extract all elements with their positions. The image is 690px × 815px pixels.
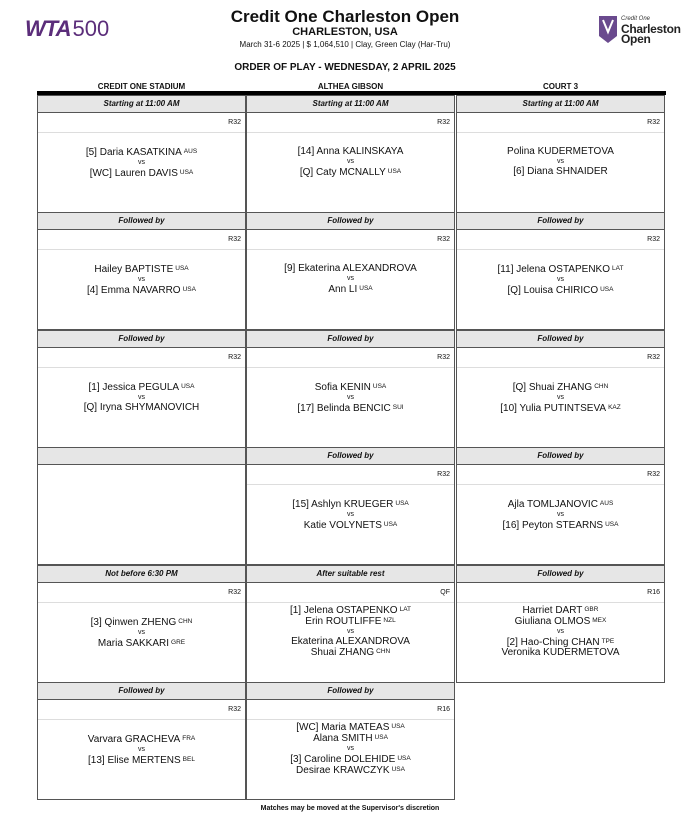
player-line: [247, 147, 454, 157]
player-line: [457, 167, 664, 177]
player-line: [457, 264, 664, 275]
player-line: [247, 499, 454, 510]
vs-label: vs: [347, 628, 354, 635]
match-slot: [37, 565, 246, 683]
player-country: USA: [397, 755, 411, 762]
player-country: USA: [359, 285, 373, 292]
co-line3: Open: [621, 32, 651, 46]
player-line: [247, 722, 454, 733]
slot-time-band: After suitable rest: [247, 566, 454, 583]
player-line: [38, 734, 245, 745]
round-label: R32: [38, 700, 245, 720]
player-country: CHN: [376, 648, 391, 655]
player-country: USA: [374, 734, 388, 741]
player-country: USA: [179, 169, 194, 176]
match: [247, 133, 454, 178]
player-name: Harriet DART: [522, 605, 583, 616]
match: [457, 485, 664, 531]
slot-time-band: Followed by: [457, 331, 664, 348]
player-line: [457, 520, 664, 531]
slot-time-band: Not before 6:30 PM: [38, 566, 245, 583]
player-name: [15] Ashlyn KRUEGER: [292, 499, 394, 510]
court-heading-1: CREDIT ONE STADIUM: [97, 82, 186, 91]
player-name: [10] Yulia PUTINTSEVA: [500, 403, 607, 414]
slot-time-band: Starting at 11:00 AM: [247, 96, 454, 113]
player-line: [457, 499, 664, 510]
match-slot: [246, 447, 455, 565]
slot-time-band: Followed by: [457, 566, 664, 583]
match-slot: [456, 330, 665, 448]
match-slot: [246, 330, 455, 448]
vs-label: vs: [347, 511, 354, 518]
player-country: CHN: [178, 618, 193, 625]
vs-label: vs: [347, 394, 354, 401]
player-country: NZL: [383, 617, 396, 624]
player-name: Polina KUDERMETOVA: [507, 146, 614, 157]
vs-label: vs: [138, 394, 145, 401]
vs-label: vs: [347, 745, 354, 752]
tournament-location: CHARLESTON, USA: [292, 26, 398, 38]
player-line: [457, 605, 664, 616]
player-line: [247, 765, 454, 776]
slot-time-band: Followed by: [38, 683, 245, 700]
round-label: R32: [247, 465, 454, 485]
player-line: [247, 647, 454, 658]
court-heading-2: ALTHEA GIBSON: [317, 82, 384, 91]
player-country: USA: [383, 521, 398, 528]
player-line: [457, 147, 664, 157]
player-country: CHN: [594, 383, 609, 390]
slot-time-band: Followed by: [38, 331, 245, 348]
player-country: SUI: [392, 404, 404, 411]
player-name: [2] Hao-Ching CHAN: [506, 637, 600, 648]
player-country: AUS: [183, 148, 198, 155]
slot-time-band: Starting at 11:00 AM: [38, 96, 245, 113]
player-name: Katie VOLYNETS: [303, 520, 382, 531]
player-country: KAZ: [608, 404, 621, 411]
player-name: [3] Caroline DOLEHIDE: [290, 754, 396, 765]
slot-time-band: Starting at 11:00 AM: [457, 96, 664, 113]
player-name: [1] Jessica PEGULA: [88, 382, 180, 393]
round-label: R32: [457, 465, 664, 485]
vs-label: vs: [138, 629, 145, 636]
slot-time-band: [38, 448, 245, 465]
footer-note: Matches may be moved at the Supervisor's discretion: [260, 805, 440, 812]
slot-time-band: Followed by: [38, 213, 245, 230]
match: [38, 133, 245, 179]
slot-time-band: Followed by: [247, 213, 454, 230]
match: [457, 133, 664, 177]
player-name: [4] Emma NAVARRO: [87, 285, 181, 296]
match-slot: [456, 565, 665, 683]
player-line: [457, 382, 664, 393]
player-name: Giuliana OLMOS: [514, 616, 591, 627]
vs-label: vs: [557, 511, 564, 518]
match-slot: [37, 212, 246, 330]
player-country: LAT: [612, 265, 624, 272]
match-slot: [456, 447, 665, 565]
court-heading-3: COURT 3: [542, 82, 579, 91]
player-line: [247, 605, 454, 616]
player-name: [3] Qinwen ZHENG: [90, 617, 177, 628]
match: [247, 368, 454, 414]
match-slot: [37, 95, 246, 213]
player-line: [247, 733, 454, 744]
player-line: [38, 168, 245, 179]
match: [247, 603, 454, 658]
vs-label: vs: [138, 276, 145, 283]
player-line: [38, 147, 245, 158]
player-name: Alana SMITH: [313, 733, 373, 744]
order-of-play-heading: ORDER OF PLAY - WEDNESDAY, 2 APRIL 2025: [234, 62, 456, 73]
match: [38, 250, 245, 296]
player-line: [247, 637, 454, 647]
co-line2: Charleston: [621, 22, 681, 36]
player-name: [17] Belinda BENCIC: [297, 403, 391, 414]
player-line: [38, 285, 245, 296]
player-line: [247, 520, 454, 531]
vs-label: vs: [557, 158, 564, 165]
slot-time-band: Followed by: [247, 683, 454, 700]
round-label: R32: [38, 230, 245, 250]
player-country: BEL: [182, 756, 195, 763]
round-label: R32: [457, 113, 664, 133]
wta-tier-text: 500: [72, 16, 110, 41]
slot-time-band: Followed by: [247, 448, 454, 465]
player-line: [247, 616, 454, 627]
player-line: [247, 382, 454, 393]
round-label: R32: [38, 113, 245, 133]
round-label: R32: [247, 113, 454, 133]
match-slot: [37, 447, 246, 565]
tournament-title: Credit One Charleston Open: [230, 7, 460, 26]
player-name: [1] Jelena OSTAPENKO: [289, 605, 398, 616]
player-country: TPE: [601, 638, 615, 645]
match-slot: [456, 95, 665, 213]
match-slot: [246, 682, 455, 800]
match: [457, 603, 664, 658]
player-name: [14] Anna KALINSKAYA: [297, 146, 404, 157]
player-name: [Q] Louisa CHIRICO: [507, 285, 599, 296]
player-line: [247, 284, 454, 295]
round-label: QF: [247, 583, 454, 603]
player-name: [16] Peyton STEARNS: [502, 520, 604, 531]
player-country: AUS: [599, 500, 614, 507]
vs-label: vs: [138, 746, 145, 753]
round-label: R32: [457, 230, 664, 250]
player-name: [6] Diana SHNAIDER: [513, 166, 608, 177]
round-label: R32: [457, 348, 664, 368]
vs-label: vs: [557, 394, 564, 401]
match: [247, 485, 454, 531]
vs-label: vs: [557, 628, 564, 635]
match-slot: [246, 95, 455, 213]
player-name: [13] Elise MERTENS: [88, 755, 181, 766]
match: [247, 720, 454, 776]
player-name: [11] Jelena OSTAPENKO: [497, 264, 610, 275]
player-line: [38, 382, 245, 393]
player-country: GRE: [171, 639, 186, 646]
player-country: USA: [181, 383, 195, 390]
slot-time-band: Followed by: [247, 331, 454, 348]
round-label: R16: [247, 700, 454, 720]
player-name: Ekaterina ALEXANDROVA: [291, 636, 410, 647]
vs-label: vs: [347, 158, 354, 165]
player-name: Erin ROUTLIFFE: [305, 616, 382, 627]
round-label: R32: [38, 348, 245, 368]
player-name: Veronika KUDERMETOVA: [501, 647, 620, 658]
player-name: Desirae KRAWCZYK: [296, 765, 390, 776]
player-country: LAT: [399, 606, 412, 613]
match: [247, 250, 454, 295]
player-name: Ajla TOMLJANOVIC: [507, 499, 598, 510]
vs-label: vs: [557, 276, 564, 283]
slot-time-band: Followed by: [457, 448, 664, 465]
player-line: [38, 638, 245, 649]
player-line: [38, 403, 245, 413]
player-country: USA: [605, 521, 619, 528]
player-name: Shuai ZHANG: [310, 647, 375, 658]
player-line: [457, 285, 664, 296]
player-country: USA: [387, 168, 402, 175]
player-line: [457, 403, 664, 414]
match: [38, 720, 245, 766]
player-country: GBR: [584, 606, 599, 613]
tournament-info: March 31-6 2025 | $ 1,064,510 | Clay, Green Clay (Har-Tru): [239, 40, 451, 49]
player-country: FRA: [182, 735, 196, 742]
round-label: R16: [457, 583, 664, 603]
player-line: [38, 264, 245, 275]
round-label: R32: [247, 348, 454, 368]
player-name: [Q] Caty MCNALLY: [299, 167, 386, 178]
player-country: MEX: [592, 617, 607, 624]
player-name: [WC] Maria MATEAS: [296, 722, 390, 733]
player-line: [38, 617, 245, 628]
player-country: USA: [600, 286, 614, 293]
match-slot: [37, 682, 246, 800]
player-name: Varvara GRACHEVA: [87, 734, 181, 745]
player-country: USA: [182, 286, 196, 293]
match: [38, 603, 245, 649]
match-slot: [246, 565, 455, 683]
player-name: [9] Ekaterina ALEXANDROVA: [284, 263, 417, 274]
player-line: [247, 403, 454, 414]
player-line: [457, 648, 664, 658]
player-country: USA: [175, 265, 189, 272]
player-line: [457, 616, 664, 627]
vs-label: vs: [138, 159, 145, 166]
player-line: [247, 167, 454, 178]
slot-time-band: Followed by: [457, 213, 664, 230]
vs-label: vs: [347, 275, 354, 282]
match-slot: [37, 330, 246, 448]
player-country: USA: [372, 383, 387, 390]
round-label: R32: [247, 230, 454, 250]
player-name: [Q] Iryna SHYMANOVICH: [83, 402, 200, 413]
player-name: Ann LI: [328, 284, 358, 295]
co-line1: Credit One: [621, 16, 651, 22]
player-name: [WC] Lauren DAVIS: [89, 168, 178, 179]
player-name: Maria SAKKARI: [97, 638, 170, 649]
player-line: [247, 264, 454, 274]
player-line: [247, 754, 454, 765]
player-name: Sofia KENIN: [314, 382, 371, 393]
player-country: USA: [391, 766, 405, 773]
wta-logo-text: WTA: [25, 16, 71, 41]
match-slot: [456, 212, 665, 330]
player-country: USA: [391, 723, 405, 730]
match: [457, 368, 664, 414]
match-slot: [246, 212, 455, 330]
match: [457, 250, 664, 296]
player-name: [Q] Shuai ZHANG: [512, 382, 593, 393]
player-name: [5] Daria KASATKINA: [85, 147, 182, 158]
player-country: USA: [395, 500, 409, 507]
round-label: R32: [38, 583, 245, 603]
player-name: Hailey BAPTISTE: [94, 264, 174, 275]
player-line: [38, 755, 245, 766]
match: [38, 368, 245, 413]
